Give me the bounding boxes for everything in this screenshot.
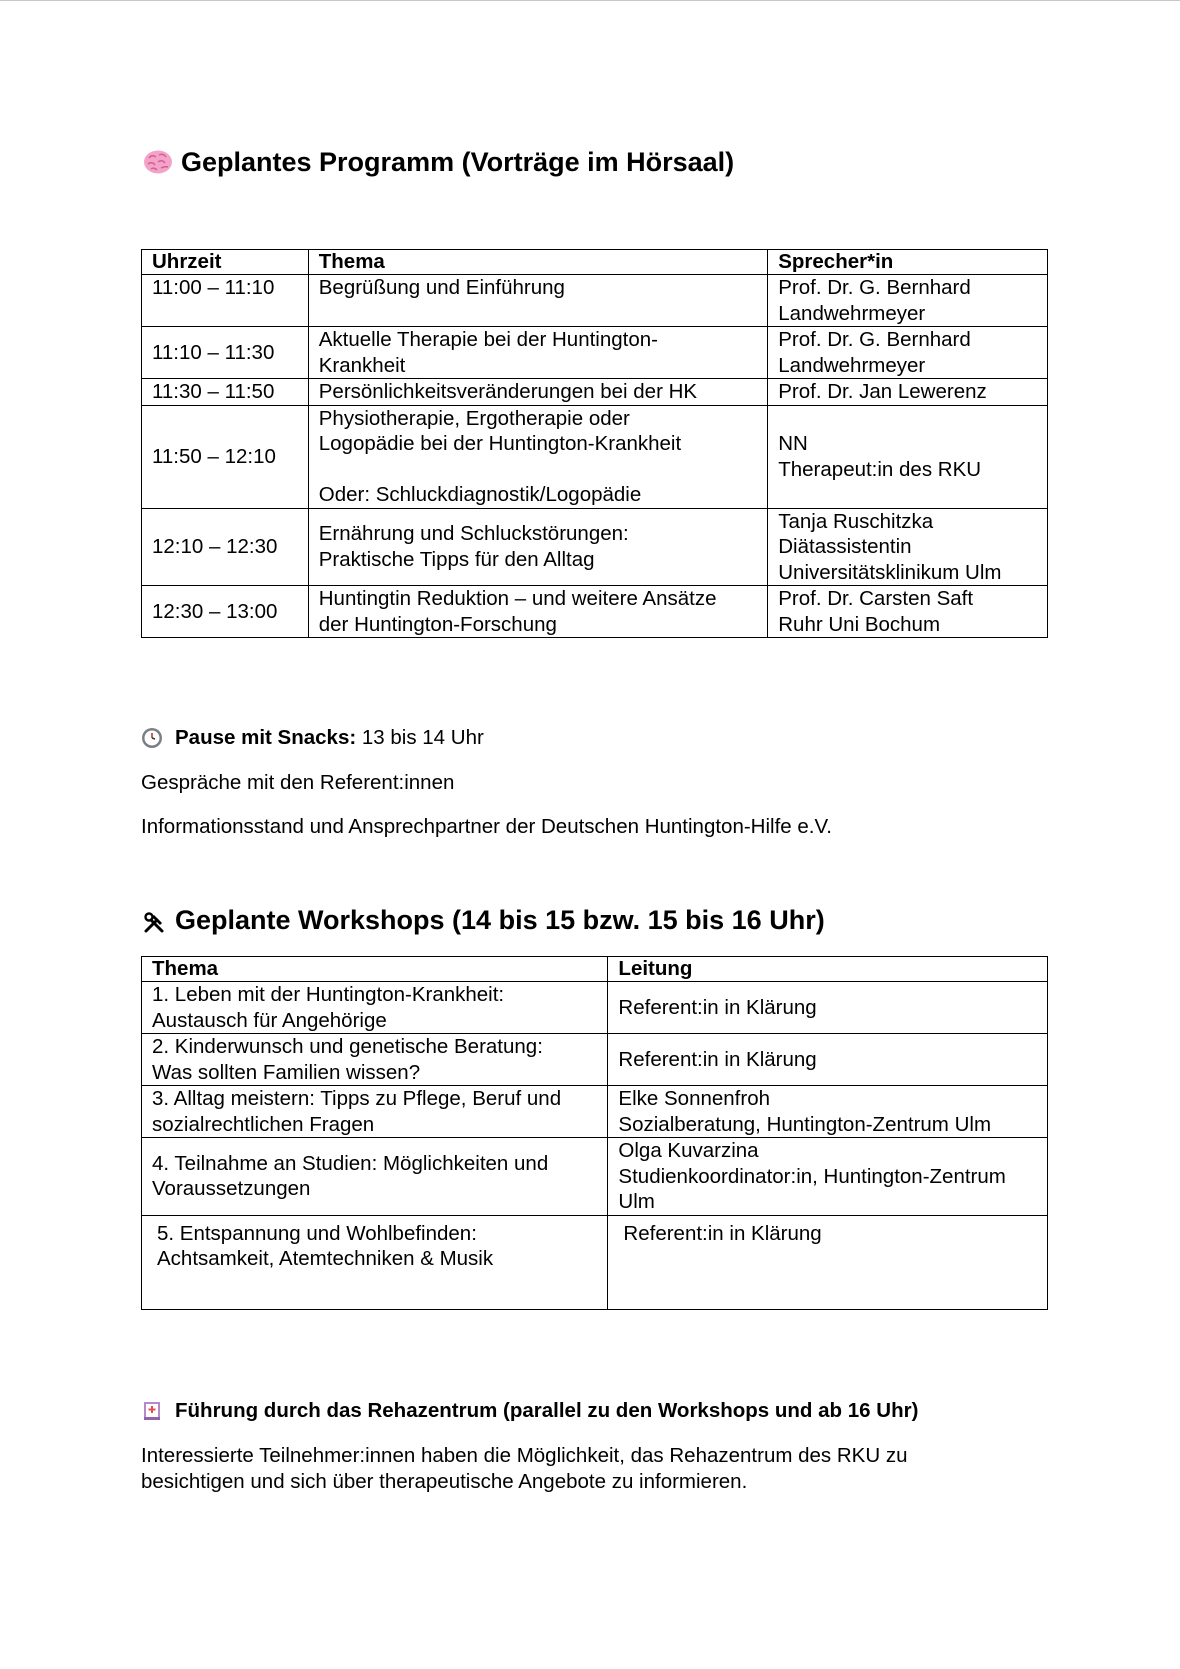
cell-line: Oder: Schluckdiagnostik/Logopädie bbox=[318, 483, 642, 506]
topic-cell bbox=[308, 275, 767, 327]
cell-line: Achtsamkeit, Atemtechniken & Musik bbox=[157, 1247, 494, 1270]
tour-heading-text: Führung durch das Rehazentrum (parallel zu den Workshops und ab 16 Uhr) bbox=[175, 1399, 919, 1422]
cell-line: Voraussetzungen bbox=[152, 1177, 311, 1201]
workshops-header-row bbox=[142, 957, 1048, 982]
cell-line: der Huntington-Forschung bbox=[318, 612, 557, 636]
header-time: Uhrzeit bbox=[142, 250, 309, 275]
cell-line: Prof. Dr. Jan Lewerenz bbox=[778, 380, 987, 403]
workshop-topic-cell bbox=[142, 1086, 608, 1138]
cell-line: NN bbox=[778, 432, 808, 455]
program-row bbox=[142, 405, 1048, 508]
program-row bbox=[142, 275, 1048, 327]
cell-line: Krankheit bbox=[318, 353, 406, 377]
workshops-table bbox=[141, 956, 1048, 1310]
cell-line: sozialrechtlichen Fragen bbox=[152, 1112, 375, 1136]
topic-cell bbox=[308, 379, 767, 406]
cell-line: Persönlichkeitsveränderungen bei der HK bbox=[318, 380, 698, 403]
tour-line-1: Interessierte Teilnehmer:innen haben die Möglichkeit, das Rehazentrum des RKU zu bbox=[141, 1444, 908, 1467]
time-cell: 12:30 – 13:00 bbox=[142, 586, 309, 638]
pause-heading bbox=[141, 725, 484, 751]
cell-line: Ernährung und Schluckstörungen: bbox=[318, 522, 629, 546]
cell-line: Huntingtin Reduktion – und weitere Ansätze bbox=[318, 587, 717, 610]
workshop-lead-cell bbox=[608, 1034, 1048, 1086]
pause-line-2: Informationsstand und Ansprechpartner der Deutschen Huntington-Hilfe e.V. bbox=[141, 815, 832, 838]
cell-line: Prof. Dr. G. Bernhard bbox=[778, 328, 971, 351]
hammer-wrench-icon bbox=[143, 909, 165, 931]
program-row bbox=[142, 508, 1048, 586]
topic-cell bbox=[308, 405, 767, 508]
page-top-border bbox=[0, 0, 1180, 1]
workshop-topic-cell bbox=[142, 1034, 608, 1086]
cell-line: 3. Alltag meistern: Tipps zu Pflege, Beruf und bbox=[152, 1087, 562, 1110]
brain-icon bbox=[143, 149, 169, 175]
speaker-cell bbox=[768, 508, 1048, 586]
workshop-row bbox=[142, 1138, 1048, 1216]
cell-line: Prof. Dr. Carsten Saft bbox=[778, 587, 974, 610]
cell-line: Landwehrmeyer bbox=[778, 301, 926, 325]
cell-line: Elke Sonnenfroh bbox=[618, 1087, 770, 1110]
cell-line: Diätassistentin bbox=[778, 535, 912, 558]
cell-line: 1. Leben mit der Huntington-Krankheit: bbox=[152, 983, 505, 1006]
time-cell: 11:30 – 11:50 bbox=[142, 379, 309, 406]
workshop-lead-cell bbox=[608, 1215, 1048, 1309]
workshop-row bbox=[142, 1215, 1048, 1309]
program-row bbox=[142, 586, 1048, 638]
speaker-cell bbox=[768, 275, 1048, 327]
pause-line-1: Gespräche mit den Referent:innen bbox=[141, 771, 455, 794]
workshop-lead-cell bbox=[608, 1138, 1048, 1216]
workshop-lead-cell bbox=[608, 982, 1048, 1034]
topic-cell bbox=[308, 327, 767, 379]
cell-line: Physiotherapie, Ergotherapie oder bbox=[318, 406, 630, 430]
cell-line: Studienkoordinator:in, Huntington-Zentrum bbox=[618, 1164, 1006, 1188]
cell-line: Olga Kuvarzina bbox=[618, 1139, 759, 1162]
cell-line: Sozialberatung, Huntington-Zentrum Ulm bbox=[618, 1112, 992, 1136]
cell-line: Referent:in in Klärung bbox=[618, 1047, 817, 1071]
cell-line: Logopädie bei der Huntington-Krankheit bbox=[318, 432, 682, 455]
program-row bbox=[142, 379, 1048, 406]
tour-line-2: besichtigen und sich über therapeutische Angebote zu informieren. bbox=[141, 1470, 748, 1493]
workshop-row bbox=[142, 982, 1048, 1034]
cell-line bbox=[319, 457, 757, 483]
workshop-topic-cell bbox=[142, 1215, 608, 1309]
cell-line: Aktuelle Therapie bei der Huntington- bbox=[318, 328, 658, 351]
cell-line: Prof. Dr. G. Bernhard bbox=[778, 276, 971, 299]
header-topic: Thema bbox=[308, 250, 767, 275]
hospital-icon bbox=[141, 1400, 163, 1422]
workshop-row bbox=[142, 1034, 1048, 1086]
cell-line: Universitätsklinikum Ulm bbox=[778, 560, 1002, 584]
time-cell: 11:10 – 11:30 bbox=[142, 327, 309, 379]
cell-line: Begrüßung und Einführung bbox=[318, 276, 565, 299]
program-table bbox=[141, 249, 1048, 638]
topic-cell bbox=[308, 508, 767, 586]
workshops-heading-text: Geplante Workshops (14 bis 15 bzw. 15 bis 16 Uhr) bbox=[175, 905, 825, 935]
cell-line: Landwehrmeyer bbox=[778, 353, 926, 377]
program-row bbox=[142, 327, 1048, 379]
cell-line: Referent:in in Klärung bbox=[623, 1221, 822, 1245]
workshop-row bbox=[142, 1086, 1048, 1138]
workshop-lead-cell bbox=[608, 1086, 1048, 1138]
cell-line: 5. Entspannung und Wohlbefinden: bbox=[157, 1221, 477, 1245]
program-header-row bbox=[142, 250, 1048, 275]
tour-heading bbox=[141, 1398, 918, 1424]
cell-line: Ulm bbox=[618, 1190, 655, 1213]
speaker-cell bbox=[768, 379, 1048, 406]
clock-icon bbox=[141, 727, 163, 749]
speaker-cell bbox=[768, 405, 1048, 508]
cell-line: Tanja Ruschitzka bbox=[778, 509, 934, 533]
pause-time: 13 bis 14 Uhr bbox=[356, 726, 484, 749]
workshop-topic-cell bbox=[142, 982, 608, 1034]
program-heading-text: Geplantes Programm (Vorträge im Hörsaal) bbox=[181, 147, 735, 177]
topic-cell bbox=[308, 586, 767, 638]
header-workshop-lead: Leitung bbox=[608, 957, 1048, 982]
workshops-heading bbox=[143, 904, 825, 936]
speaker-cell bbox=[768, 586, 1048, 638]
header-speaker: Sprecher*in bbox=[768, 250, 1048, 275]
time-cell: 11:00 – 11:10 bbox=[142, 275, 309, 327]
workshop-topic-cell bbox=[142, 1138, 608, 1216]
cell-line: Praktische Tipps für den Alltag bbox=[318, 547, 595, 571]
cell-line: Was sollten Familien wissen? bbox=[152, 1060, 421, 1084]
time-cell: 11:50 – 12:10 bbox=[142, 405, 309, 508]
speaker-cell bbox=[768, 327, 1048, 379]
cell-line: Austausch für Angehörige bbox=[152, 1008, 387, 1032]
cell-line: Therapeut:in des RKU bbox=[778, 457, 982, 481]
time-cell: 12:10 – 12:30 bbox=[142, 508, 309, 586]
pause-label: Pause mit Snacks: bbox=[175, 726, 357, 749]
program-heading bbox=[143, 146, 734, 178]
cell-line: Referent:in in Klärung bbox=[618, 995, 817, 1019]
cell-line: 2. Kinderwunsch und genetische Beratung: bbox=[152, 1035, 543, 1058]
cell-line: Ruhr Uni Bochum bbox=[778, 612, 941, 636]
header-workshop-topic: Thema bbox=[142, 957, 608, 982]
cell-line: 4. Teilnahme an Studien: Möglichkeiten und bbox=[152, 1151, 549, 1175]
